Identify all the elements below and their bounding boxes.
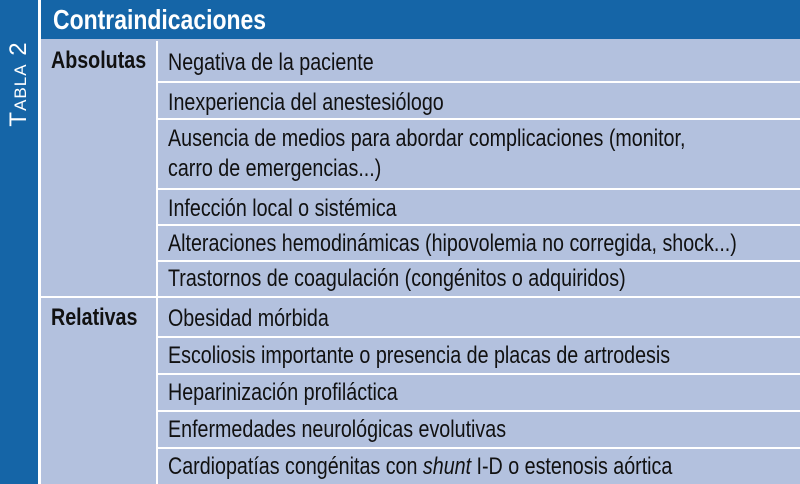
row-text: Heparinización profiláctica bbox=[168, 379, 398, 406]
row-text: Escoliosis importante o presencia de placas de artrodesis bbox=[168, 342, 671, 369]
table-title: Contraindicaciones bbox=[53, 4, 267, 35]
table-row bbox=[158, 375, 800, 409]
table-row bbox=[158, 298, 800, 334]
category-absolutas bbox=[41, 41, 155, 294]
row-text: Enfermedades neurológicas evolutivas bbox=[168, 416, 507, 443]
row-text-italic: shunt bbox=[422, 453, 472, 480]
row-text: Obesidad mórbida bbox=[168, 305, 329, 332]
row-text: Negativa de la paciente bbox=[168, 49, 374, 76]
row-text: Trastornos de coagulación (congénitos o adquiridos) bbox=[168, 265, 626, 292]
side-strip bbox=[0, 0, 38, 484]
row-text: Inexperiencia del anestesiólogo bbox=[168, 89, 444, 116]
table-row bbox=[158, 226, 800, 260]
row-text-part: Cardiopatías congénitas con bbox=[168, 453, 423, 480]
row-text-line-1: Ausencia de medios para abordar complicaciones (monitor, bbox=[168, 125, 686, 152]
category-label: Relativas bbox=[51, 304, 138, 331]
category-relativas bbox=[41, 298, 155, 484]
row-text-line-2: carro de emergencias...) bbox=[168, 155, 382, 182]
row-text-part: I-D o estenosis aórtica bbox=[471, 453, 673, 480]
table-row bbox=[158, 120, 800, 188]
table-row bbox=[158, 449, 800, 484]
row-text: Infección local o sistémica bbox=[168, 195, 397, 222]
table-row bbox=[158, 338, 800, 373]
table-row bbox=[158, 190, 800, 224]
contraindications-table bbox=[41, 0, 800, 484]
category-label: Absolutas bbox=[51, 47, 147, 74]
table-number-label: Tabla 2 bbox=[5, 41, 32, 127]
row-text: Alteraciones hemodinámicas (hipovolemia no corregida, shock...) bbox=[168, 230, 737, 257]
table-row bbox=[158, 41, 800, 81]
table-row bbox=[158, 262, 800, 294]
row-text bbox=[168, 450, 672, 483]
table-row bbox=[158, 412, 800, 447]
table-header bbox=[41, 0, 800, 39]
table-row bbox=[158, 83, 800, 118]
